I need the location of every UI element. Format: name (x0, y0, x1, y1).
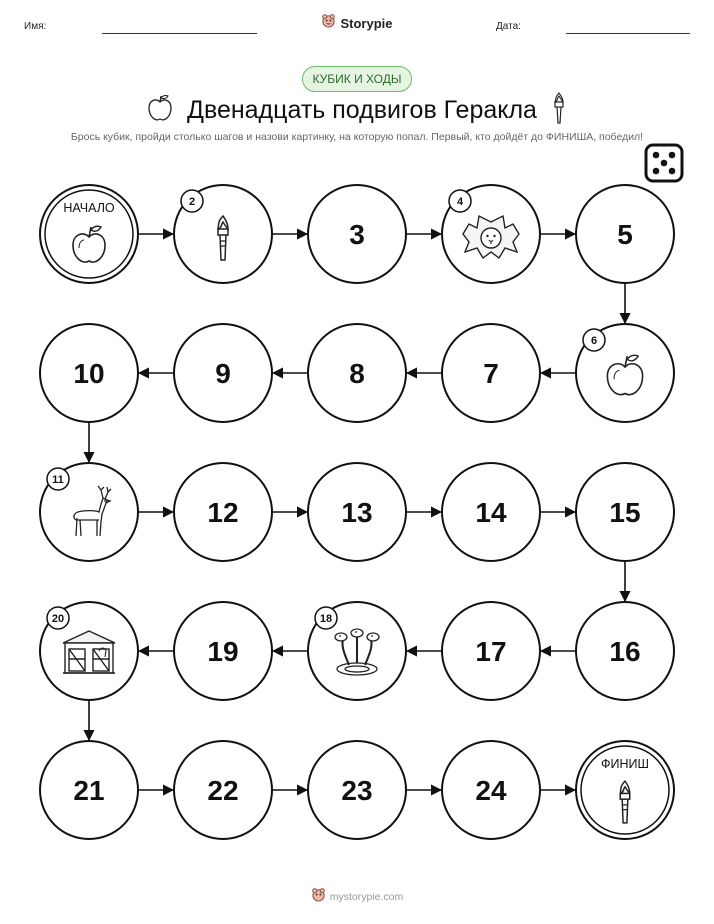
cell-number: 23 (341, 775, 373, 806)
cell-number: 2 (188, 196, 196, 208)
cell-number: 17 (475, 636, 507, 667)
board-cell-15 (576, 463, 674, 561)
board-cell-11 (40, 463, 138, 561)
cell-number: 8 (349, 358, 365, 389)
cell-number: 10 (73, 358, 105, 389)
board-cell-9 (174, 324, 272, 422)
cell-number: 3 (349, 219, 365, 250)
board-cell-22 (174, 741, 272, 839)
cell-number: 5 (617, 219, 633, 250)
cell-number: 21 (73, 775, 105, 806)
cell-number: 11 (52, 474, 64, 486)
board-cell-2 (174, 185, 272, 283)
board-cell-6 (576, 324, 674, 422)
cell-number: 7 (483, 358, 499, 389)
board-cell-14 (442, 463, 540, 561)
board-cell-8 (308, 324, 406, 422)
brand-name: Storypie (340, 15, 393, 31)
board-cell-10 (40, 324, 138, 422)
board-cell-17 (442, 602, 540, 700)
cell-number: 4 (456, 196, 464, 208)
cell-number: 15 (609, 497, 641, 528)
date-label: Дата: (496, 21, 521, 32)
board-cell-7 (442, 324, 540, 422)
cell-number: 9 (215, 358, 231, 389)
cell-number: 24 (475, 775, 507, 806)
cell-number: 19 (207, 636, 239, 667)
board-cell-18 (308, 602, 406, 700)
cell-number: 13 (341, 497, 373, 528)
board-cell-16 (576, 602, 674, 700)
cell-number: 6 (590, 335, 598, 347)
board-cell-25 (576, 741, 674, 839)
page-title: Двенадцать подвигов Геракла (187, 96, 537, 124)
cell-number: 20 (51, 613, 65, 625)
footer-site: mystorypie.com (329, 891, 404, 903)
instructions: Брось кубик, пройди столько шагов и назови картинку, на которую попал. Первый, кто дойдёт до ФИНИША, победил! (70, 131, 644, 143)
board-cell-24 (442, 741, 540, 839)
board-cell-4 (442, 185, 540, 283)
board-cell-12 (174, 463, 272, 561)
cell-number: 18 (319, 613, 333, 625)
board-cell-3 (308, 185, 406, 283)
board-cell-21 (40, 741, 138, 839)
finish-label: ФИНИШ (601, 757, 649, 771)
cell-number: 22 (207, 775, 239, 806)
cell-number: 12 (207, 497, 239, 528)
cell-number: 16 (609, 636, 641, 667)
board-cell-19 (174, 602, 272, 700)
storypie-mascot-icon (311, 887, 326, 907)
name-label: Имя: (24, 21, 47, 32)
game-type-badge: КУБИК И ХОДЫ (302, 66, 412, 92)
start-label: НАЧАЛО (63, 201, 115, 215)
board-cell-13 (308, 463, 406, 561)
board-cell-20 (40, 602, 138, 700)
cell-circle (576, 741, 674, 839)
board-cell-1 (40, 185, 138, 283)
cell-number: 14 (475, 497, 507, 528)
board-cell-23 (308, 741, 406, 839)
footer (0, 887, 714, 907)
board-cell-5 (576, 185, 674, 283)
